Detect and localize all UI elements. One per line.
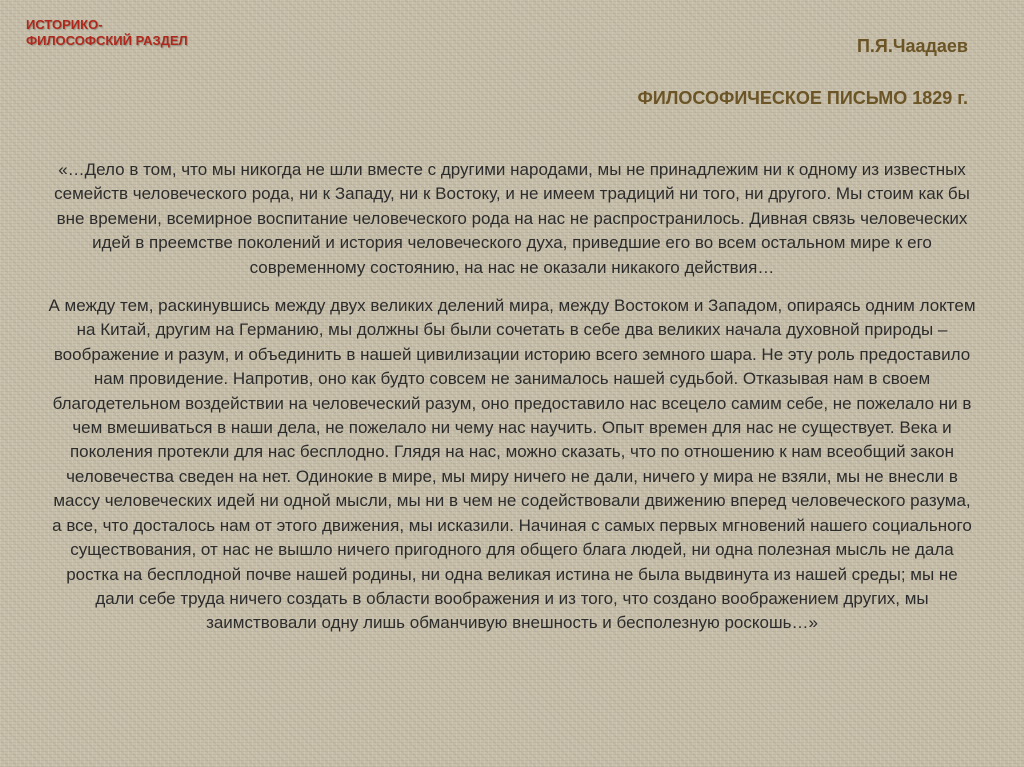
page-title: ФИЛОСОФИЧЕСКОЕ ПИСЬМО 1829 г. bbox=[637, 88, 968, 108]
author-name: П.Я.Чаадаев bbox=[856, 36, 968, 56]
section-label bbox=[26, 17, 266, 49]
quote-text bbox=[48, 158, 976, 636]
quote-paragraph-2: А между тем, раскинувшись между двух великих делений мира, между Востоком и Западом, опираясь одним локтем на Китай, другим на Германию, мы должны бы были сочетать в себе два великих начала духовной природы – воображение и разум, и объединить в нашей цивилизации историю всего земного шара. Не эту роль предоставило нам провидение. Напротив, оно как будто совсем не занималось нашей судьбой. Отказывая нам в своем благодетельном воздействии на человеческий разум, оно предоставило нас всецело самим себе, не пожелало ни в чем вмешиваться в наши дела, не пожелало ни чему нас научить. Опыт времен для нас не существует. Века и поколения протекли для нас бесплодно. Глядя на нас, можно сказать, что по отношению к нам всеобщий закон человечества сведен на нет. Одинокие в мире, мы миру ничего не дали, ничего у мира не взяли, мы не внесли в массу человеческих идей ни одной мысли, мы ни в чем не содействовали движению вперед человеческого разума, а все, что досталось нам от этого движения, мы исказили. Начиная с самых первых мгновений нашего социального существования, от нас не вышло ничего пригодного для общего блага людей, ни одна полезная мысль не дала ростка на бесплодной почве нашей родины, ни одна великая истина не была выдвинута из нашей среды; мы не дали себе труда ничего создать в области воображения и из того, что создано воображением других, мы заимствовали одну лишь обманчивую внешность и бесполезную роскошь…» bbox=[48, 296, 976, 633]
section-label-line2: ФИЛОСОФСКИЙ РАЗДЕЛ bbox=[26, 33, 188, 48]
section-label-line1: ИСТОРИКО- bbox=[26, 17, 103, 32]
quote-paragraph-1: «…Дело в том, что мы никогда не шли вместе с другими народами, мы не принадлежим ни к одному из известных семейств человеческого рода, ни к Западу, ни к Востоку, и не имеем традиций ни того, ни другого. Мы стоим как бы вне времени, всемирное воспитание человеческого рода на нас не распространилось. Дивная связь человеческих идей в преемстве поколений и история человеческого духа, приведшие его во всем остальном мире к его современному состоянию, на нас не оказали никакого действия… bbox=[54, 160, 970, 277]
